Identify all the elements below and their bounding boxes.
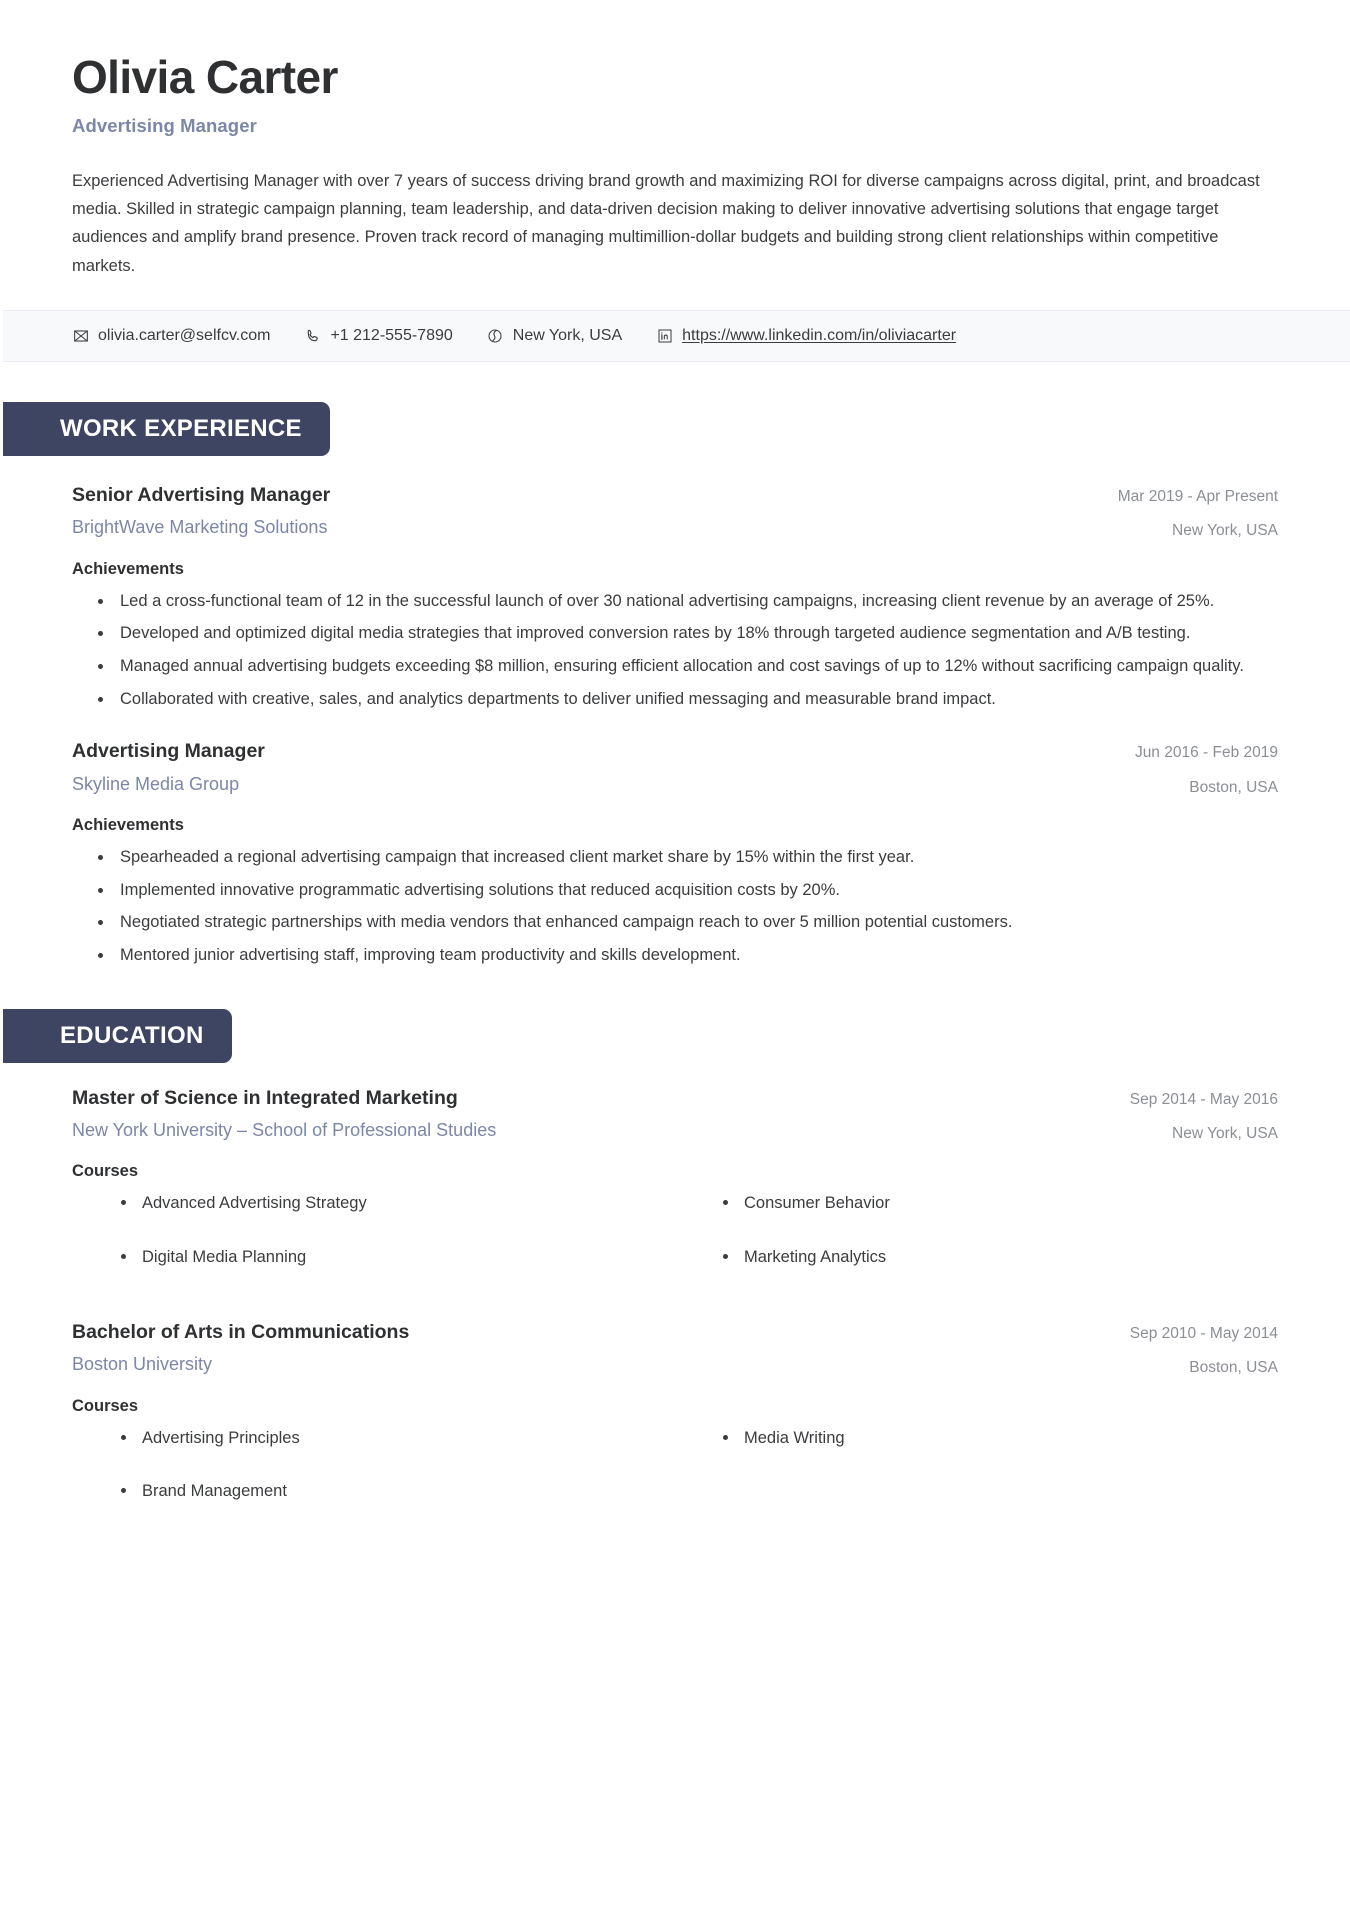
education-entry-right [1130,1319,1278,1380]
contact-location-text: New York, USA [512,327,623,345]
work-entry-left [72,738,265,796]
professional-summary: Experienced Advertising Manager with over 7 years of success driving brand growth and maximizing ROI for diverse campaigns across digital, print, and broadcast media. Skilled in strategic campaign planning, team leadership, and data-driven decision making to deliver innovative advertising solutions that engage target audiences and amplify brand presence. Proven track record of managing multimillion-dollar budgets and building strong client relationships within competitive markets. [72,171,1260,275]
job-title: Senior Advertising Manager [72,484,331,507]
course-item: Media Writing [716,1425,1278,1478]
contact-linkedin[interactable] [656,327,956,345]
company-name: Skyline Media Group [72,773,240,794]
education-body [0,1085,1350,1532]
work-experience-section [0,402,1350,969]
envelope-icon [72,328,89,345]
course-item: Digital Media Planning [114,1244,676,1297]
achievements-list [72,588,1278,713]
work-entry-right [1118,482,1278,543]
course-item: Marketing Analytics [716,1244,1278,1297]
degree-date-range: Sep 2010 - May 2014 [1129,1325,1278,1343]
school-name: Boston University [72,1354,213,1375]
job-date-range: Mar 2019 - Apr Present [1117,488,1278,506]
achievement-item: • Developed and optimized digital media strategies that improved conversion rates by 18% through targeted audience segmentation and A/B testing. [114,620,1278,647]
work-entry [72,738,1278,968]
company-name: BrightWave Marketing Solutions [72,517,328,538]
contact-phone[interactable] [304,327,452,345]
job-location: New York, USA [1172,522,1278,540]
school-name: New York University – School of Professional Studies [72,1120,497,1141]
courses-list [72,1425,1278,1532]
resume-header [0,0,1350,310]
candidate-name: Olivia Carter [72,51,338,103]
achievement-item: • Led a cross-functional team of 12 in the successful launch of over 30 national advertising campaigns, increasing client revenue by an average of 25%. [114,588,1278,615]
courses-label: Courses [72,1162,139,1181]
courses-list [72,1190,1278,1297]
education-entry-header [72,1319,1278,1380]
education-badge: EDUCATION [0,1009,232,1063]
course-item: Brand Management [114,1478,676,1531]
achievement-item: • Implemented innovative programmatic advertising solutions that reduced acquisition costs by 20%. [114,877,1278,904]
contact-location [487,327,622,345]
phone-icon [304,328,321,345]
achievements-list [72,844,1278,969]
job-location: Boston, USA [1189,778,1278,796]
achievement-item: • Spearheaded a regional advertising campaign that increased client market share by 15% within the first year. [114,844,1278,871]
work-experience-body [0,482,1350,969]
degree-title: Bachelor of Arts in Communications [72,1321,410,1344]
contact-email[interactable] [72,327,270,345]
linkedin-icon [656,328,673,345]
school-location: New York, USA [1172,1125,1278,1143]
education-entry [72,1085,1278,1297]
achievements-label: Achievements [72,559,184,578]
school-location: Boston, USA [1189,1359,1278,1377]
achievement-item: • Managed annual advertising budgets exceeding $8 million, ensuring efficient allocation and cost savings of up to 12% without sacrificing campaign quality. [114,653,1278,680]
work-entry-header [72,738,1278,799]
achievement-item: • Collaborated with creative, sales, and analytics departments to deliver unified messaging and measurable brand impact. [114,686,1278,713]
work-entry-left [72,482,330,540]
contact-linkedin-text[interactable]: https://www.linkedin.com/in/oliviacarter [682,327,957,345]
contact-phone-text: +1 212-555-7890 [330,327,453,345]
degree-title: Master of Science in Integrated Marketing [72,1086,458,1109]
globe-icon [487,328,504,345]
degree-date-range: Sep 2014 - May 2016 [1129,1090,1278,1108]
education-entry-header [72,1085,1278,1146]
work-entry-header [72,482,1278,543]
achievement-item: • Negotiated strategic partnerships with media vendors that enhanced campaign reach to over 5 million potential customers. [114,909,1278,936]
courses-label: Courses [72,1396,139,1415]
work-experience-badge: WORK EXPERIENCE [0,402,330,456]
job-date-range: Jun 2016 - Feb 2019 [1134,744,1278,762]
course-item: Advanced Advertising Strategy [114,1190,676,1243]
education-entry [72,1319,1278,1531]
work-entry-right [1135,738,1278,799]
left-edge-rule [0,0,3,1907]
achievements-label: Achievements [72,815,184,834]
job-title: Advertising Manager [72,740,265,763]
education-entry-left [72,1319,409,1377]
contact-bar [0,310,1350,362]
candidate-job-title: Advertising Manager [72,114,257,136]
work-entry [72,482,1278,712]
education-section [0,1009,1350,1532]
course-item: Advertising Principles [114,1425,676,1478]
education-entry-left [72,1085,496,1143]
contact-email-text: olivia.carter@selfcv.com [98,327,271,345]
education-entry-right [1130,1085,1278,1146]
achievement-item: • Mentored junior advertising staff, improving team productivity and skills development. [114,942,1278,969]
course-item: Consumer Behavior [716,1190,1278,1243]
